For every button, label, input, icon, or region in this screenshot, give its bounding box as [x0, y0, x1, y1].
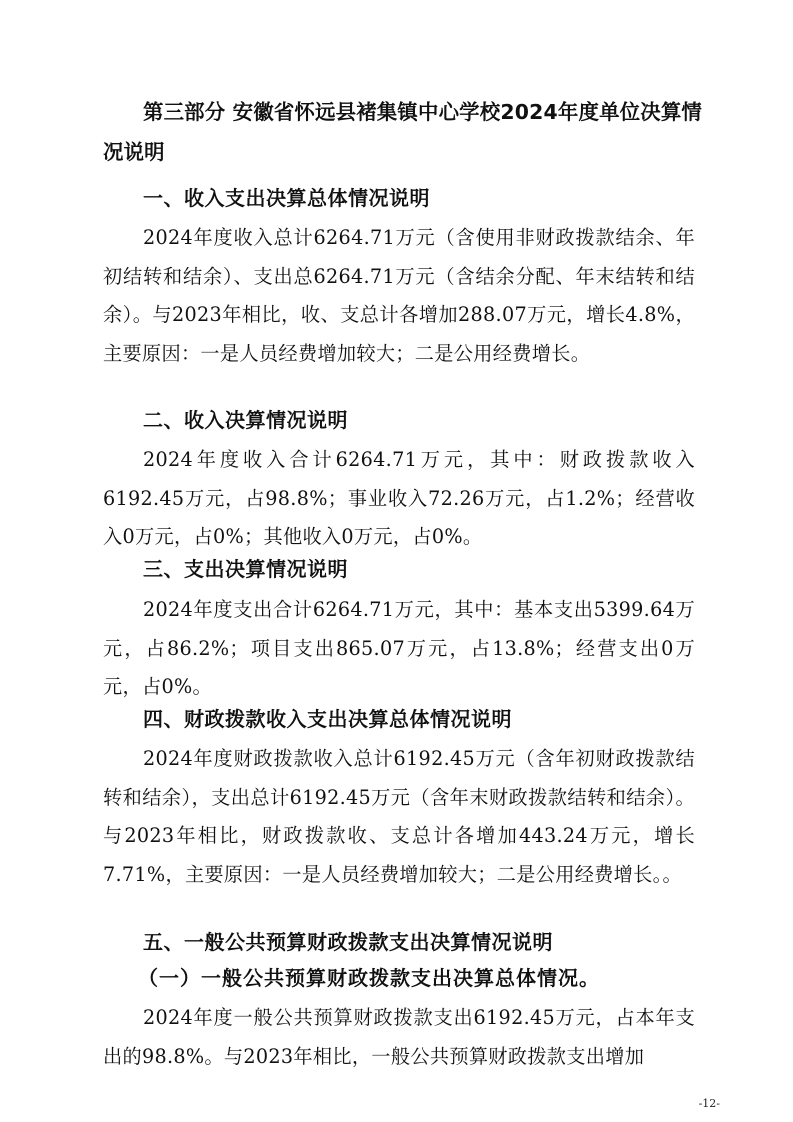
section-heading-4: 四、财政拨款收入支出决算总体情况说明: [143, 707, 512, 731]
section-paragraph-4: 2024年度财政拨款收入总计6192.45万元（含年初财政拨款结转和结余），支出总计6192.45万元（含年末财政拨款结转和结余）。与2023年相比，财政拨款收、支总计各增加443.24万元，增长7.71%，主要原因：一是人员经费增加较大；二是公用经费增长。。: [103, 747, 695, 886]
section-heading-3: 三、支出决算情况说明: [143, 557, 348, 581]
section-paragraph-2: 2024年度收入合计6264.71万元，其中：财政拨款收入6192.45万元，占98.8%；事业收入72.26万元，占1.2%；经营收入0万元，占0%；其他收入0万元，占0%。: [103, 448, 695, 548]
section-heading-5: 五、一般公共预算财政拨款支出决算情况说明: [143, 930, 553, 954]
section-paragraph-5: 2024年度一般公共预算财政拨款支出6192.45万元，占本年支出的98.8%。与2023年相比，一般公共预算财政拨款支出增加: [103, 1006, 695, 1068]
page-number: -12-: [698, 1097, 720, 1110]
section-heading-2: 二、收入决算情况说明: [143, 408, 348, 432]
section-heading-1: 一、收入支出决算总体情况说明: [143, 186, 430, 210]
section-paragraph-3: 2024年度支出合计6264.71万元，其中：基本支出5399.64万元，占86.2%；项目支出865.07万元，占13.8%；经营支出0万元，占0%。: [103, 598, 695, 698]
section-paragraph-1: 2024年度收入总计6264.71万元（含使用非财政拨款结余、年初结转和结余）、支出总6264.71万元（含结余分配、年末结转和结余）。与2023年相比，收、支总计各增加288.07万元，增长4.8%，主要原因：一是人员经费增加较大；二是公用经费增长。: [103, 226, 695, 365]
document-title: 第三部分 安徽省怀远县褚集镇中心学校2024年度单位决算情况说明: [103, 100, 703, 164]
section-subheading-5-1: （一）一般公共预算财政拨款支出决算总体情况。: [138, 966, 600, 990]
